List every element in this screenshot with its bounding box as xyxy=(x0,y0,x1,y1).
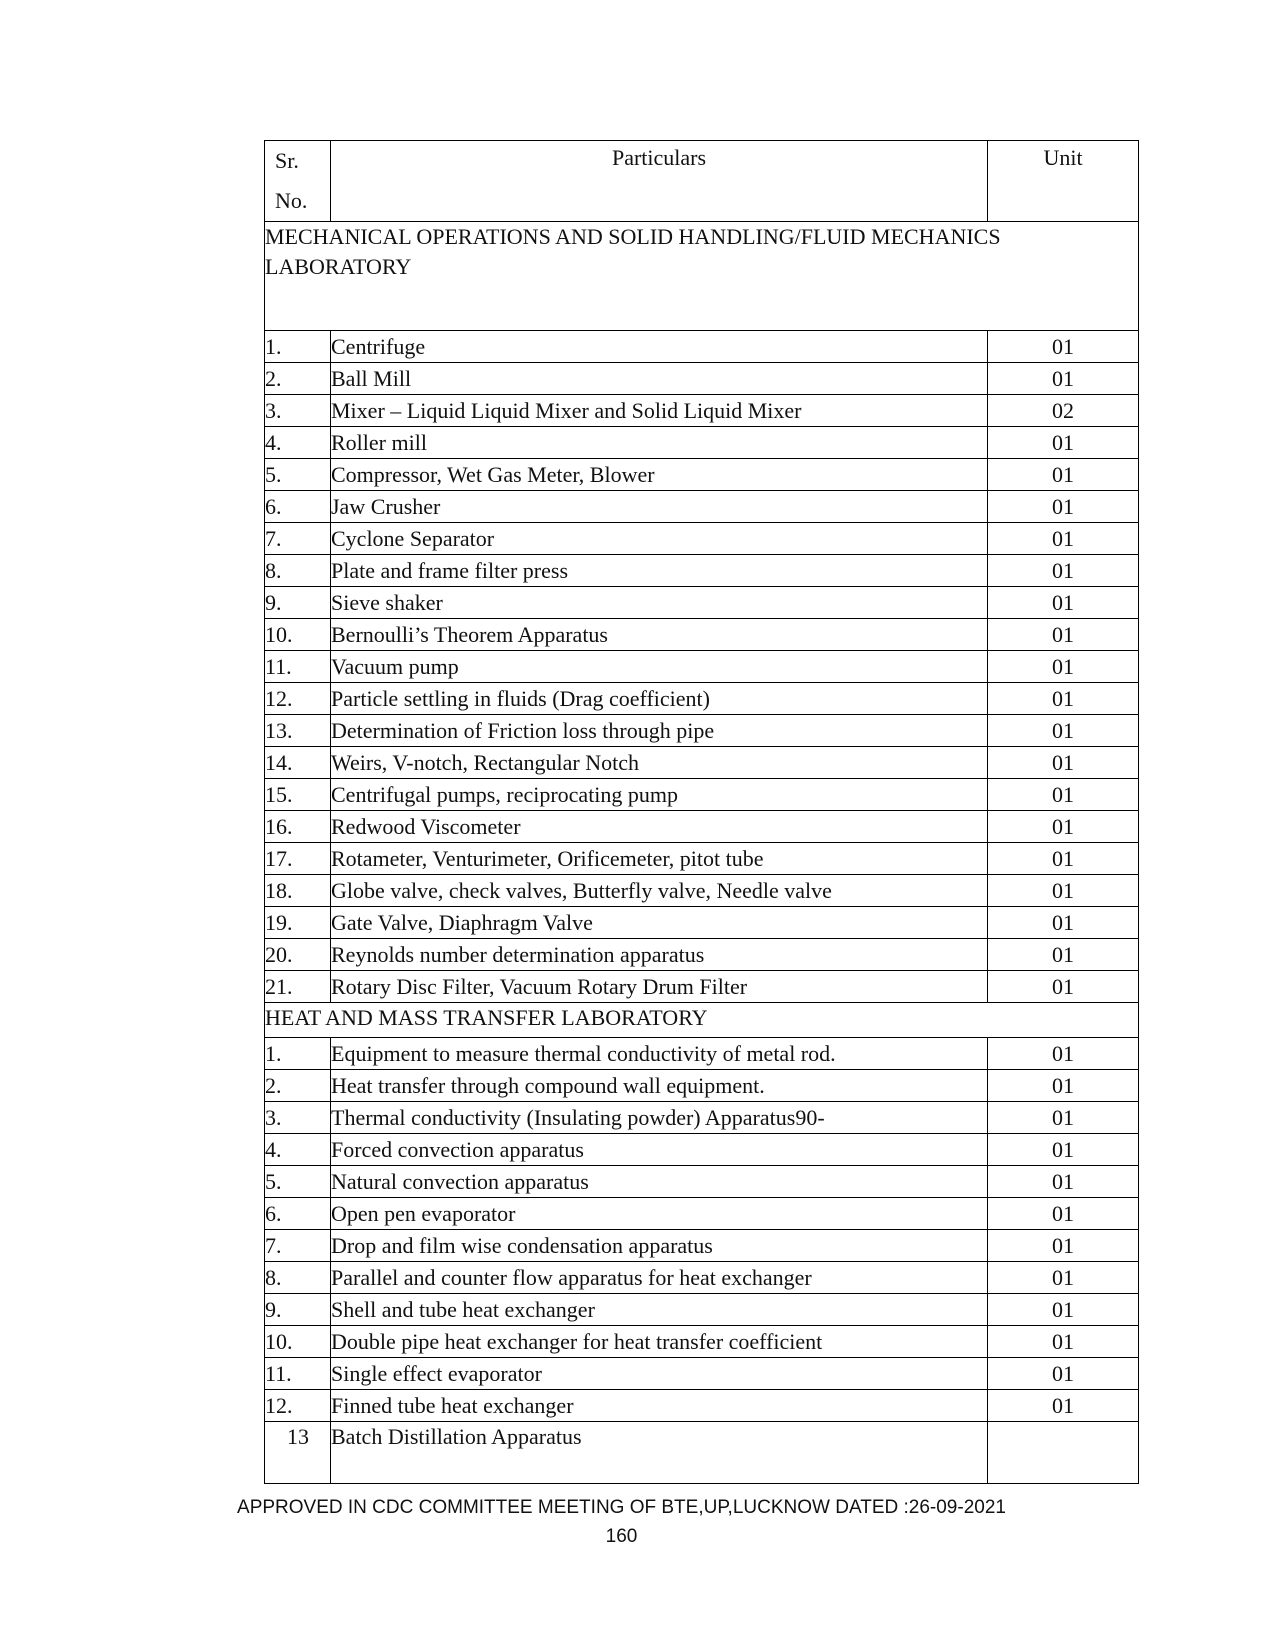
sr-cell: 17. xyxy=(265,843,331,875)
page-number: 160 xyxy=(605,1526,638,1547)
unit-cell: 01 xyxy=(988,1262,1139,1294)
unit-cell: 01 xyxy=(988,363,1139,395)
particulars-cell: Jaw Crusher xyxy=(331,491,988,523)
unit-cell: 01 xyxy=(988,1390,1139,1422)
unit-cell: 01 xyxy=(988,555,1139,587)
table-row xyxy=(265,971,1139,1003)
table-header-row xyxy=(265,141,1139,222)
table-row xyxy=(265,459,1139,491)
particulars-cell: Centrifuge xyxy=(331,331,988,363)
table-row xyxy=(265,939,1139,971)
sr-cell: 12. xyxy=(265,1390,331,1422)
table-row xyxy=(265,555,1139,587)
unit-cell: 02 xyxy=(988,395,1139,427)
unit-cell: 01 xyxy=(988,779,1139,811)
particulars-cell: Open pen evaporator xyxy=(331,1198,988,1230)
table-row xyxy=(265,779,1139,811)
unit-cell: 01 xyxy=(988,1102,1139,1134)
unit-cell: 01 xyxy=(988,1198,1139,1230)
sr-cell: 2. xyxy=(265,1070,331,1102)
sr-cell: 14. xyxy=(265,747,331,779)
particulars-cell: Gate Valve, Diaphragm Valve xyxy=(331,907,988,939)
particulars-cell: Finned tube heat exchanger xyxy=(331,1390,988,1422)
sr-cell: 5. xyxy=(265,459,331,491)
unit-cell: 01 xyxy=(988,427,1139,459)
table-row xyxy=(265,1198,1139,1230)
particulars-cell: Drop and film wise condensation apparatus xyxy=(331,1230,988,1262)
table-row xyxy=(265,587,1139,619)
unit-header: Unit xyxy=(988,141,1139,222)
particulars-cell: Forced convection apparatus xyxy=(331,1134,988,1166)
unit-cell: 01 xyxy=(988,331,1139,363)
sr-cell: 6. xyxy=(265,491,331,523)
sr-cell: 10. xyxy=(265,619,331,651)
table-row xyxy=(265,907,1139,939)
sr-cell: 10. xyxy=(265,1326,331,1358)
sr-cell: 21. xyxy=(265,971,331,1003)
section-title-heat-mass: HEAT AND MASS TRANSFER LABORATORY xyxy=(265,1003,1139,1038)
particulars-cell: Determination of Friction loss through pipe xyxy=(331,715,988,747)
sr-cell: 12. xyxy=(265,683,331,715)
table-row xyxy=(265,395,1139,427)
sr-cell: 18. xyxy=(265,875,331,907)
table-row xyxy=(265,363,1139,395)
sr-cell: 11. xyxy=(265,1358,331,1390)
unit-cell: 01 xyxy=(988,651,1139,683)
sr-cell: 11. xyxy=(265,651,331,683)
unit-cell: 01 xyxy=(988,939,1139,971)
table-row xyxy=(265,1358,1139,1390)
unit-cell: 01 xyxy=(988,1038,1139,1070)
sr-cell: 7. xyxy=(265,1230,331,1262)
table-row xyxy=(265,1102,1139,1134)
unit-cell: 01 xyxy=(988,715,1139,747)
unit-cell: 01 xyxy=(988,523,1139,555)
sr-cell: 6. xyxy=(265,1198,331,1230)
particulars-cell: Bernoulli’s Theorem Apparatus xyxy=(331,619,988,651)
table-row xyxy=(265,747,1139,779)
table-row xyxy=(265,1230,1139,1262)
sr-cell: 7. xyxy=(265,523,331,555)
table-row xyxy=(265,1390,1139,1422)
unit-cell: 01 xyxy=(988,459,1139,491)
particulars-cell: Heat transfer through compound wall equipment. xyxy=(331,1070,988,1102)
sr-cell: 13 xyxy=(265,1422,331,1484)
sr-cell: 3. xyxy=(265,395,331,427)
particulars-cell: Ball Mill xyxy=(331,363,988,395)
particulars-cell: Thermal conductivity (Insulating powder) Apparatus90- xyxy=(331,1102,988,1134)
particulars-cell: Centrifugal pumps, reciprocating pump xyxy=(331,779,988,811)
particulars-cell: Rotameter, Venturimeter, Orificemeter, pitot tube xyxy=(331,843,988,875)
particulars-cell: Double pipe heat exchanger for heat transfer coefficient xyxy=(331,1326,988,1358)
sr-cell: 1. xyxy=(265,1038,331,1070)
sr-cell: 20. xyxy=(265,939,331,971)
unit-cell: 01 xyxy=(988,1230,1139,1262)
unit-cell: 01 xyxy=(988,1358,1139,1390)
sr-cell: 15. xyxy=(265,779,331,811)
particulars-cell: Mixer – Liquid Liquid Mixer and Solid Liquid Mixer xyxy=(331,395,988,427)
particulars-cell: Equipment to measure thermal conductivity of metal rod. xyxy=(331,1038,988,1070)
particulars-cell: Natural convection apparatus xyxy=(331,1166,988,1198)
unit-cell: 01 xyxy=(988,1326,1139,1358)
table-row xyxy=(265,1294,1139,1326)
table-row xyxy=(265,523,1139,555)
particulars-cell: Sieve shaker xyxy=(331,587,988,619)
section-title-row xyxy=(265,1003,1139,1038)
particulars-cell: Roller mill xyxy=(331,427,988,459)
sr-cell: 5. xyxy=(265,1166,331,1198)
particulars-header: Particulars xyxy=(331,141,988,222)
table-row xyxy=(265,683,1139,715)
table-row xyxy=(265,427,1139,459)
sr-cell: 8. xyxy=(265,1262,331,1294)
particulars-cell: Single effect evaporator xyxy=(331,1358,988,1390)
sr-cell: 4. xyxy=(265,427,331,459)
particulars-cell: Rotary Disc Filter, Vacuum Rotary Drum Filter xyxy=(331,971,988,1003)
unit-cell: 01 xyxy=(988,747,1139,779)
table-row xyxy=(265,1422,1139,1484)
table-row xyxy=(265,1166,1139,1198)
sr-cell: 16. xyxy=(265,811,331,843)
section-title-mechanical: MECHANICAL OPERATIONS AND SOLID HANDLING/FLUID MECHANICS LABORATORY xyxy=(265,222,1139,331)
particulars-cell: Shell and tube heat exchanger xyxy=(331,1294,988,1326)
particulars-cell: Weirs, V-notch, Rectangular Notch xyxy=(331,747,988,779)
sr-cell: 4. xyxy=(265,1134,331,1166)
table-row xyxy=(265,1038,1139,1070)
table-row xyxy=(265,875,1139,907)
unit-cell: 01 xyxy=(988,1070,1139,1102)
particulars-cell: Redwood Viscometer xyxy=(331,811,988,843)
particulars-cell: Compressor, Wet Gas Meter, Blower xyxy=(331,459,988,491)
table-row xyxy=(265,651,1139,683)
sr-cell: 8. xyxy=(265,555,331,587)
sr-cell: 1. xyxy=(265,331,331,363)
unit-cell: 01 xyxy=(988,1166,1139,1198)
sr-cell: 13. xyxy=(265,715,331,747)
sr-cell: 9. xyxy=(265,587,331,619)
approval-note: APPROVED IN CDC COMMITTEE MEETING OF BTE,UP,LUCKNOW DATED :26-09-2021 xyxy=(237,1497,1006,1518)
unit-cell: 01 xyxy=(988,907,1139,939)
sr-cell: 9. xyxy=(265,1294,331,1326)
unit-cell: 01 xyxy=(988,619,1139,651)
particulars-cell: Particle settling in fluids (Drag coefficient) xyxy=(331,683,988,715)
table-row xyxy=(265,811,1139,843)
unit-cell xyxy=(988,1422,1139,1484)
sr-cell: 2. xyxy=(265,363,331,395)
table-body xyxy=(265,222,1139,1484)
unit-cell: 01 xyxy=(988,491,1139,523)
particulars-cell: Parallel and counter flow apparatus for heat exchanger xyxy=(331,1262,988,1294)
particulars-cell: Reynolds number determination apparatus xyxy=(331,939,988,971)
unit-cell: 01 xyxy=(988,971,1139,1003)
table-row xyxy=(265,1326,1139,1358)
table-row xyxy=(265,491,1139,523)
unit-cell: 01 xyxy=(988,1134,1139,1166)
unit-cell: 01 xyxy=(988,843,1139,875)
particulars-cell: Batch Distillation Apparatus xyxy=(331,1422,988,1484)
table-row xyxy=(265,1262,1139,1294)
table-row xyxy=(265,715,1139,747)
unit-cell: 01 xyxy=(988,1294,1139,1326)
particulars-cell: Plate and frame filter press xyxy=(331,555,988,587)
table-row xyxy=(265,331,1139,363)
unit-cell: 01 xyxy=(988,875,1139,907)
sr-no-header: Sr. No. xyxy=(265,141,331,222)
particulars-cell: Cyclone Separator xyxy=(331,523,988,555)
table-row xyxy=(265,1070,1139,1102)
unit-cell: 01 xyxy=(988,811,1139,843)
sr-cell: 3. xyxy=(265,1102,331,1134)
unit-cell: 01 xyxy=(988,683,1139,715)
particulars-cell: Globe valve, check valves, Butterfly valve, Needle valve xyxy=(331,875,988,907)
section-title-row xyxy=(265,222,1139,331)
table-row xyxy=(265,1134,1139,1166)
table-row xyxy=(265,619,1139,651)
equipment-table xyxy=(264,140,1139,1484)
table-row xyxy=(265,843,1139,875)
particulars-cell: Vacuum pump xyxy=(331,651,988,683)
sr-cell: 19. xyxy=(265,907,331,939)
unit-cell: 01 xyxy=(988,587,1139,619)
